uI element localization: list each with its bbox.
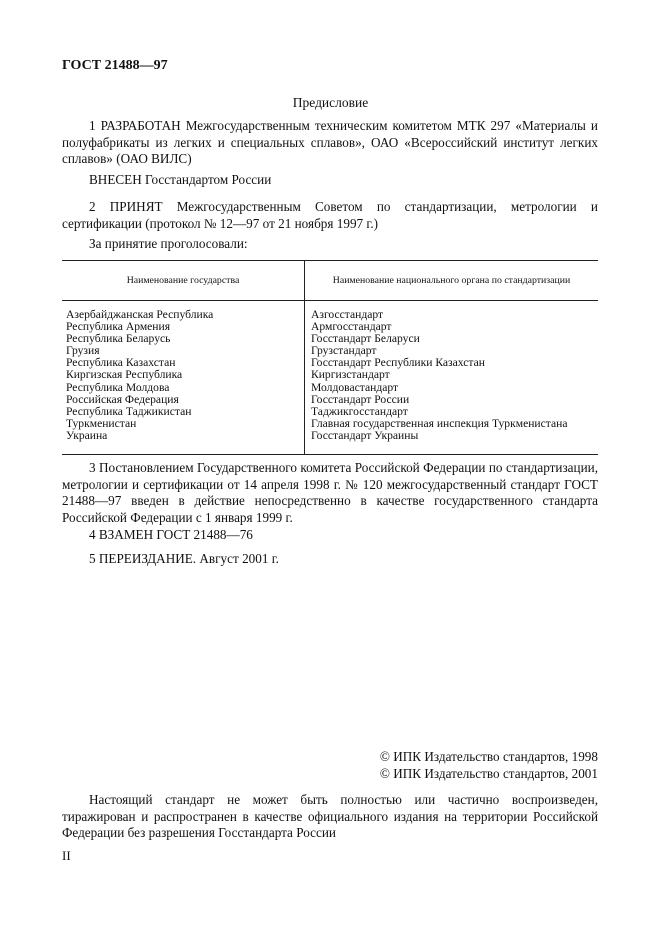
table-header-organization: Наименование национального органа по стандартизации xyxy=(305,261,599,301)
table-header-state: Наименование государства xyxy=(62,261,305,301)
copyright-line-2001: © ИПК Издательство стандартов, 2001 xyxy=(379,765,598,781)
paragraph-reissue: 5 ПЕРЕИЗДАНИЕ. Август 2001 г. xyxy=(89,551,279,566)
standards-body-name: Армгосстандарт xyxy=(311,320,392,334)
table-row xyxy=(62,301,598,455)
standards-body-name: Госстандарт России xyxy=(311,392,410,406)
standards-body-name: Госстандарт Беларуси xyxy=(311,332,420,346)
standards-body-name: Таджикгосстандарт xyxy=(311,404,408,418)
organizations-column xyxy=(305,301,599,455)
state-name: Украина xyxy=(66,428,108,442)
paragraph-replaces: 4 ВЗАМЕН ГОСТ 21488—76 xyxy=(89,527,253,542)
standards-body-name: Главная государственная инспекция Туркменистана xyxy=(311,416,568,430)
state-name: Киргизская Республика xyxy=(66,368,183,382)
copyright-block xyxy=(380,749,598,782)
state-name: Российская Федерация xyxy=(66,392,179,406)
state-name: Республика Беларусь xyxy=(66,332,171,346)
page-title: Предисловие xyxy=(292,95,369,110)
page-number: II xyxy=(62,848,71,863)
paragraph-adopted-by: 2 ПРИНЯТ Межгосударственным Советом по стандартизации, метрологии и сертификации (протокол № 12—97 от 21 ноября 1997 г.) xyxy=(62,199,598,231)
standards-body-name: Госстандарт Республики Казахстан xyxy=(311,356,485,370)
state-name: Республика Таджикистан xyxy=(66,404,192,418)
paragraph-decree: 3 Постановлением Государственного комитета Российской Федерации по стандартизации, метрологии и сертификации от 14 апреля 1998 г. № 120 межгосударственный стандарт ГОСТ 21488—97 введен в действие непосредственно в качестве государственного стандарта Российской Федерации с 1 января 1999 г. xyxy=(62,460,598,525)
standards-body-name: Киргизстандарт xyxy=(311,368,390,382)
state-name: Грузия xyxy=(66,344,100,358)
paragraph-developed-by: 1 РАЗРАБОТАН Межгосударственным техническим комитетом МТК 297 «Материалы и полуфабрикаты из легких и специальных сплавов», ОАО «Всероссийский институт легких сплавов» (ОАО ВИЛС) xyxy=(62,118,598,166)
reproduction-notice: Настоящий стандарт не может быть полностью или частично воспроизведен, тиражирован и распространен в качестве официального издания на территории Российской Федерации без разрешения Госстандарта России xyxy=(62,792,598,840)
state-name: Республика Молдова xyxy=(66,380,170,394)
state-name: Туркменистан xyxy=(66,416,137,430)
state-name: Азербайджанская Республика xyxy=(66,308,214,321)
standards-body-name: Грузстандарт xyxy=(311,344,377,358)
state-name: Республика Армения xyxy=(66,320,171,334)
copyright-line-1998: © ИПК Издательство стандартов, 1998 xyxy=(379,749,598,764)
standards-body-name: Молдовастандарт xyxy=(311,380,399,394)
standards-body-name: Азгосстандарт xyxy=(311,308,384,321)
voting-states-table xyxy=(62,260,598,455)
paragraph-voted-for: За принятие проголосовали: xyxy=(89,236,248,251)
document-code: ГОСТ 21488—97 xyxy=(62,58,168,73)
paragraph-submitted-by: ВНЕСЕН Госстандартом России xyxy=(89,172,272,187)
standards-body-name: Госстандарт Украины xyxy=(311,428,419,442)
states-column xyxy=(62,301,305,455)
state-name: Республика Казахстан xyxy=(66,356,176,370)
